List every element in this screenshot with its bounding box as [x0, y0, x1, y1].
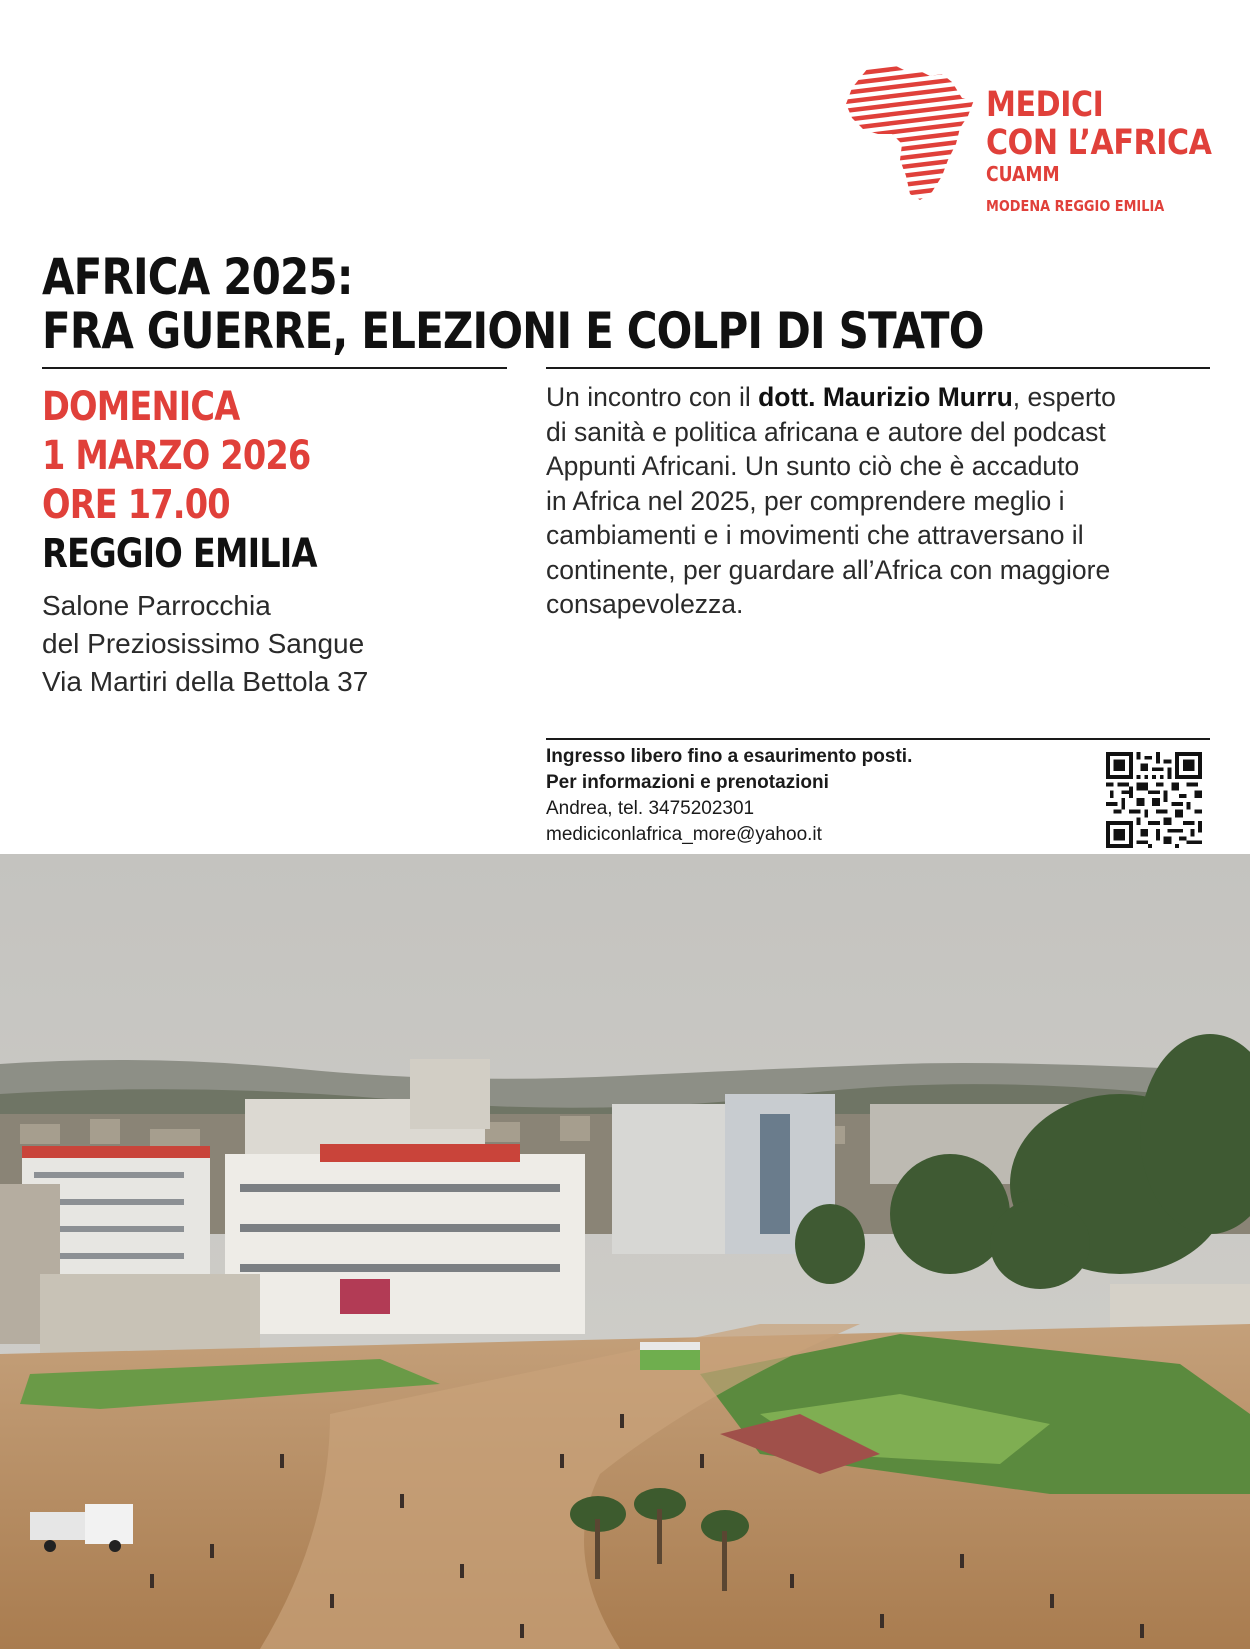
event-details: [42, 383, 522, 579]
africa-stripes-icon: [844, 64, 976, 204]
event-time: ORE 17.00: [42, 482, 230, 528]
description-line-4: in Africa nel 2025, per comprendere meglio i: [546, 485, 1065, 516]
speaker-name: dott. Maurizio Murru: [758, 382, 1013, 412]
page-title: [42, 250, 1163, 358]
logo: [844, 64, 1224, 214]
logo-line-2: CON L’AFRICA: [986, 123, 1212, 163]
event-day: DOMENICA: [42, 384, 240, 430]
venue-line-2: del Preziosissimo Sangue: [42, 628, 365, 659]
info-phone: Andrea, tel. 3475202301: [546, 798, 755, 819]
divider-left: [42, 367, 507, 369]
logo-text: [986, 86, 1248, 215]
divider-right: [546, 367, 1210, 369]
title-line-2: FRA GUERRE, ELEZIONI E COLPI DI STATO: [42, 302, 984, 360]
description-line-6: continente, per guardare all’Africa con maggiore: [546, 554, 1111, 585]
logo-line-1: MEDICI: [986, 85, 1104, 125]
qr-code-icon[interactable]: [1106, 752, 1202, 848]
event-date: 1 MARZO 2026: [42, 433, 311, 479]
description-text: , esperto: [1012, 382, 1116, 412]
description-line-2: di sanità e politica africana e autore del podcast: [546, 416, 1106, 447]
event-city: REGGIO EMILIA: [42, 531, 317, 577]
logo-line-3: CUAMM: [986, 162, 1060, 186]
city-street-photo: [0, 854, 1250, 1649]
description-line-1: [546, 380, 1206, 415]
contact-info: [546, 744, 912, 848]
divider-info: [546, 738, 1210, 740]
event-description: [546, 380, 1206, 622]
description-line-5: cambiamenti e i movimenti che attraversano il: [546, 520, 1084, 550]
venue-line-1: Salone Parrocchia: [42, 590, 271, 621]
event-venue: [42, 587, 368, 701]
title-line-1: AFRICA 2025:: [42, 248, 353, 306]
info-line-1: Ingresso libero fino a esaurimento posti.: [546, 746, 913, 767]
description-text: Un incontro con il: [546, 382, 759, 412]
venue-line-3: Via Martiri della Bettola 37: [42, 666, 369, 697]
info-line-2: Per informazioni e prenotazioni: [546, 772, 829, 793]
info-email[interactable]: mediciconlafrica_more@yahoo.it: [546, 824, 822, 845]
description-line-7: consapevolezza.: [546, 589, 744, 619]
description-line-3: Appunti Africani. Un sunto ciò che è accaduto: [546, 451, 1080, 481]
logo-line-4: MODENA REGGIO EMILIA: [986, 197, 1165, 215]
